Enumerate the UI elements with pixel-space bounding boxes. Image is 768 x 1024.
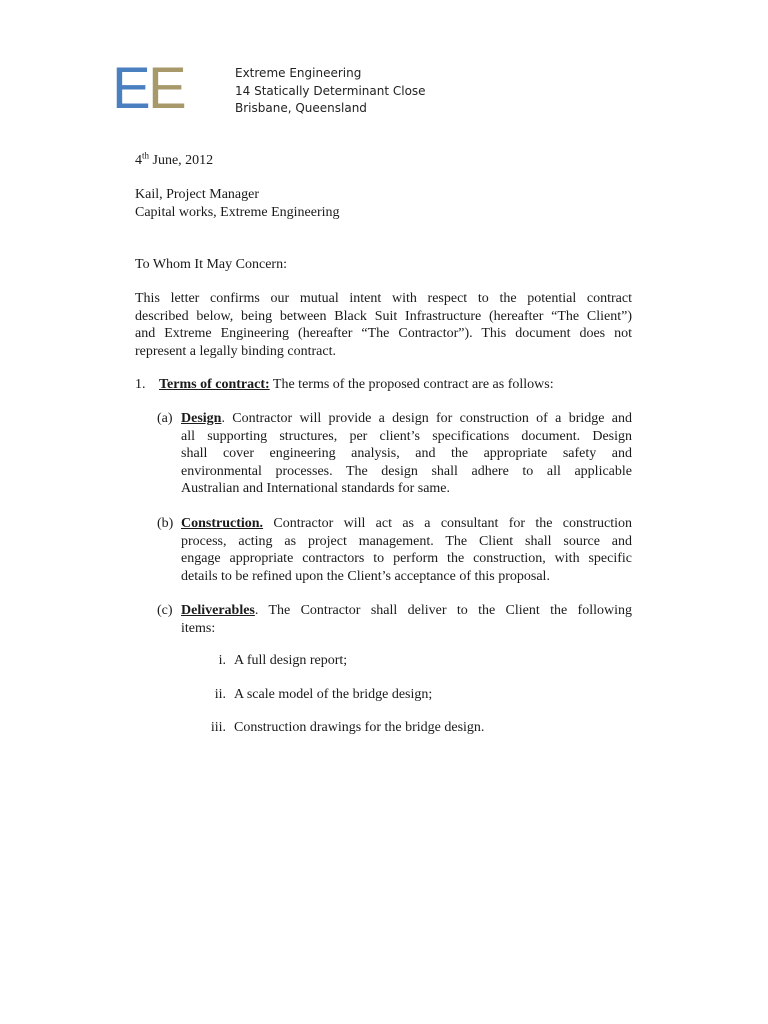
subsection-line: shall cover engineering analysis, and the appropriate safety and (181, 446, 632, 461)
recipient-line-2: Capital works, Extreme Engineering (135, 204, 340, 220)
deliverable-text: A full design report; (234, 653, 348, 668)
section-text: The terms of the proposed contract are as follows: (269, 377, 554, 392)
subsection-heading: Deliverables (181, 603, 255, 618)
company-name: Extreme Engineering (235, 66, 362, 80)
intro-line: This letter confirms our mutual intent with respect to the potential contract (135, 291, 632, 306)
date-rest: June, 2012 (149, 153, 214, 168)
deliverable-text: Construction drawings for the bridge design. (234, 720, 485, 735)
subsection-line: all supporting structures, per client’s specifications document. Design (181, 428, 632, 444)
deliverable-numeral: i. (218, 653, 226, 668)
intro-line: described below, being between Black Suit Infrastructure (hereafter “The Client”) (135, 308, 632, 324)
subsection-label: (a) (157, 411, 173, 426)
subsection-body (181, 515, 632, 585)
subsection-label: (b) (157, 516, 174, 531)
subsection-line: Australian and International standards for same. (181, 481, 451, 496)
company-street: 14 Statically Determinant Close (235, 83, 426, 98)
logo-letter-2: E (148, 56, 187, 121)
deliverable-numeral: ii. (214, 687, 226, 702)
subsection-heading: Construction. (181, 516, 264, 531)
date-day: 4 (135, 153, 142, 168)
subsection-line: environmental processes. The design shall adhere to all applicable (181, 463, 632, 479)
section-terms (135, 376, 554, 394)
subsection-line: engage appropriate contractors to perform the construction, with specific (181, 551, 632, 566)
recipient-block (135, 186, 340, 221)
subsection-line: . Contractor will provide a design for construction of a bridge and (221, 411, 632, 426)
subsection-heading: Design (181, 411, 222, 426)
recipient-line-1: Kail, Project Manager (135, 187, 260, 202)
section-number: 1. (135, 377, 146, 392)
company-logo (112, 56, 187, 121)
logo-letter-1: E (112, 56, 151, 121)
intro-line: and Extreme Engineering (hereafter “The Contractor”). This document does not (135, 326, 632, 341)
company-address (235, 65, 426, 118)
intro-line: represent a legally binding contract. (135, 343, 336, 359)
company-city: Brisbane, Queensland (235, 101, 367, 115)
subsection-line: items: (181, 620, 216, 636)
deliverable-text: A scale model of the bridge design; (234, 687, 433, 702)
date-suffix: th (142, 150, 150, 161)
letter-date (135, 152, 213, 170)
subsection-body (181, 602, 632, 637)
subsection-line: Contractor will act as a consultant for the construction (263, 516, 632, 531)
subsection-line: . The Contractor shall deliver to the Client the following (254, 603, 632, 618)
subsection-line: details to be refined upon the Client’s acceptance of this proposal. (181, 568, 550, 584)
intro-paragraph (135, 290, 632, 360)
subsection-line: process, acting as project management. The Client shall source and (181, 533, 632, 549)
salutation: To Whom It May Concern: (135, 257, 287, 272)
deliverable-numeral: iii. (210, 720, 226, 735)
section-heading: Terms of contract: (159, 377, 270, 392)
subsection-body (181, 410, 632, 498)
subsection-label: (c) (157, 603, 173, 618)
